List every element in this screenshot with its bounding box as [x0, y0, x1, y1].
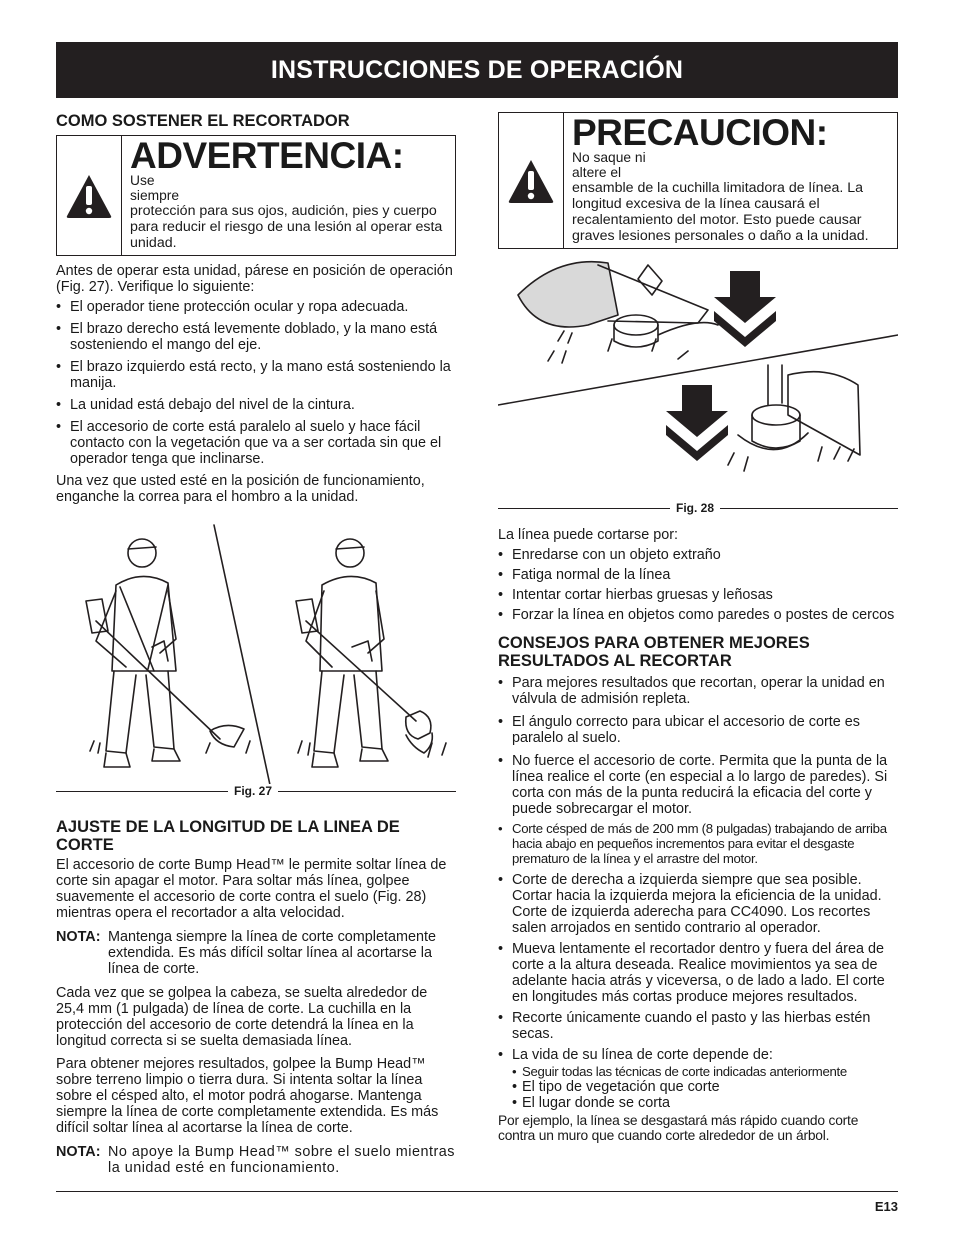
page-number: E13 [874, 1199, 898, 1214]
list-item: • El ángulo correcto para ubicar el accesorio de corte es paralelo al suelo. [498, 714, 898, 746]
list-item: • El brazo izquierdo está recto, y la mano está sosteniendo la manija. [56, 359, 456, 391]
note-1 [56, 929, 456, 977]
list-item: • La unidad está debajo del nivel de la cintura. [56, 397, 456, 413]
right-column [498, 112, 898, 1143]
list-item: • El lugar donde se corta [512, 1095, 898, 1111]
footer-rule [56, 1191, 898, 1192]
warning-body: protección para sus ojos, audición, pies y cuerpo para reducir el riesgo de una lesión al operar esta unidad. [130, 203, 443, 251]
list-item: • El operador tiene protección ocular y ropa adecuada. [56, 299, 456, 315]
caution-box [498, 112, 898, 249]
caution-lead: No saque ni altere el [572, 150, 646, 180]
operator-stance-illustration [56, 521, 456, 786]
heading-line-length: AJUSTE DE LA LONGITUD DE LA LINEA DE CORTE [56, 818, 400, 854]
caution-body: ensamble de la cuchilla limitadora de línea. La longitud excesiva de la línea causará el recalentamiento del motor. Esto puede causar graves lesiones personales o daño a la unidad. [572, 180, 869, 244]
warning-triangle-icon [506, 157, 556, 205]
trimming-tips [498, 675, 898, 1063]
strap-instruction: Una vez que usted esté en la posición de funcionamiento, enganche la correa para el hombro a la unidad. [56, 473, 425, 505]
warning-lead: Use siempre [130, 173, 180, 203]
warning-triangle-icon [64, 172, 114, 220]
fig28-caption-line [498, 501, 898, 515]
list-item: • La vida de su línea de corte depende de: [498, 1047, 898, 1063]
fig27-caption-line [56, 784, 456, 798]
operating-intro: Antes de operar esta unidad, párese en posición de operación (Fig. 27). Verifique lo siguiente: [56, 263, 453, 295]
line-length-paragraph-1: El accesorio de corte Bump Head™ le permite soltar línea de corte sin apagar el motor. Para soltar más línea, golpee suavemente el accesorio de corte contra el suelo (Fig. 28) mientras opera el recortador a alta velocidad. [56, 857, 447, 921]
caution-text [564, 113, 897, 248]
fig27-caption: Fig. 27 [228, 784, 278, 798]
fig28-illustration [498, 255, 898, 501]
list-item: • El tipo de vegetación que corte [512, 1079, 898, 1095]
note-2-label: NOTA: [56, 1144, 101, 1160]
list-item: • Fatiga normal de la línea [498, 567, 898, 583]
list-item: • Corte césped de más de 200 mm (8 pulgadas) trabajando de arriba hacia abajo en pequeños incrementos para evitar el desgaste prematuro de la línea y el arrastre del motor. [498, 821, 898, 866]
caution-title: PRECAUCION: [572, 112, 828, 153]
section-title: INSTRUCCIONES DE OPERACIÓN [270, 55, 684, 84]
fig28-caption: Fig. 28 [670, 501, 720, 515]
section-header [56, 42, 898, 98]
list-item: • Mueva lentamente el recortador dentro y fuera del área de corte a la altura deseada. Realice movimientos ya sea de adelante hacia atrás y viceversa, o de lado a lado. El corte en longitudes más cortas produce mejores resultados. [498, 941, 898, 1005]
line-life-factors [498, 1064, 898, 1111]
line-length-paragraph-3: Para obtener mejores resultados, golpee la Bump Head™ sobre terreno limpio o tierra dura. Si intenta soltar la línea sobre el césped alto, el motor podrá ahogarse. Mantenga siempre la línea de corte completamente extendida. Es más difícil soltar línea al acortarse la línea de corte. [56, 1056, 439, 1136]
list-item: • Enredarse con un objeto extraño [498, 547, 898, 563]
warning-box [56, 135, 456, 256]
line-break-intro: La línea puede cortarse por: [498, 527, 679, 543]
fig27-illustration [56, 521, 456, 786]
list-item: • Forzar la línea en objetos como paredes o postes de cercos [498, 607, 898, 623]
heading-tips: CONSEJOS PARA OBTENER MEJORES RESULTADOS AL RECORTAR [498, 634, 810, 670]
note-1-text: Mantenga siempre la línea de corte completamente extendida. Es más difícil soltar línea al acortarse la línea de corte. [108, 929, 436, 977]
list-item: • Intentar cortar hierbas gruesas y leñosas [498, 587, 898, 603]
caution-icon-cell [499, 113, 564, 248]
position-checklist [56, 299, 456, 467]
warning-text [122, 136, 455, 255]
left-column [56, 112, 456, 1176]
line-break-causes [498, 547, 898, 623]
list-item: • El accesorio de corte está paralelo al suelo y hace fácil contacto con la vegetación que va a ser cortada sin que el operador tenga que inclinarse. [56, 419, 456, 467]
note-2-text: No apoye la Bump Head™ sobre el suelo mientras la unidad esté en funcionamiento. [108, 1144, 455, 1176]
wear-example: Por ejemplo, la línea se desgastará más rápido cuando corte contra un muro que cuando corte alrededor de un árbol. [498, 1113, 859, 1143]
list-item: • El brazo derecho está levemente doblado, y la mano está sosteniendo el mango del eje. [56, 321, 456, 353]
list-item: • No fuerce el accesorio de corte. Permita que la punta de la línea realice el corte (en especial a lo largo de paredes). Si corta con más de la punta reducirá la eficacia del corte y puede sobrecargar el motor. [498, 753, 898, 817]
line-length-paragraph-2: Cada vez que se golpea la cabeza, se suelta alrededor de 25,4 mm (1 pulgada) de línea de corte. La cuchilla en la protección del accesorio de corte detendrá la línea en la longitud correcta si se suelta demasiada línea. [56, 985, 428, 1049]
warning-icon-cell [57, 136, 122, 255]
list-item: • Seguir todas las técnicas de corte indicadas anteriormente [512, 1064, 898, 1079]
list-item: • Corte de derecha a izquierda siempre que sea posible. Cortar hacia la izquierda mejora la eficiencia de la unidad. Corte de izquierda aderecha para CC4090. Los recortes salen arrojados en sentido contrario al operador. [498, 872, 898, 936]
warning-title: ADVERTENCIA: [130, 135, 404, 176]
bump-head-illustration [498, 255, 898, 501]
list-item: • Para mejores resultados que recortan, operar la unidad en válvula de admisión repleta. [498, 675, 898, 707]
heading-hold: COMO SOSTENER EL RECORTADOR [56, 112, 350, 130]
list-item: • Recorte únicamente cuando el pasto y las hierbas estén secas. [498, 1010, 898, 1042]
note-1-label: NOTA: [56, 929, 101, 945]
note-2 [56, 1144, 456, 1176]
